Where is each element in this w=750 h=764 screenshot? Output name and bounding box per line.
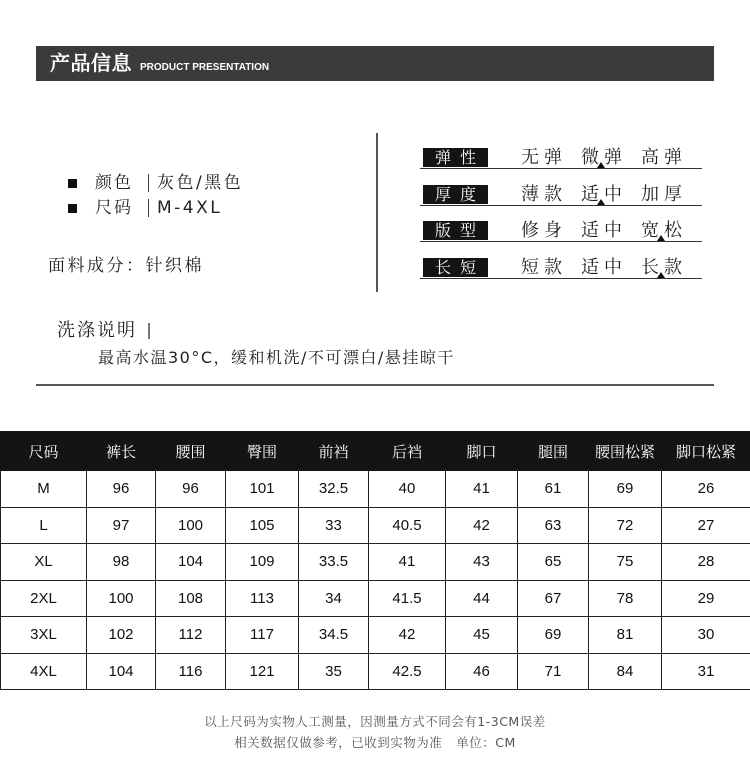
measurement-cell: 33 <box>299 507 369 544</box>
column-header: 裤长 <box>87 432 156 471</box>
measurement-cell: 40.5 <box>369 507 446 544</box>
attribute-row-thickness <box>420 185 702 206</box>
measurement-cell: 32.5 <box>299 471 369 508</box>
attribute-option: 加厚 <box>641 184 687 205</box>
measurement-cell: 31 <box>662 653 750 690</box>
column-header: 臀围 <box>226 432 299 471</box>
size-table-header-row <box>1 432 750 471</box>
column-header: 脚口 <box>446 432 518 471</box>
measurement-cell: 116 <box>156 653 226 690</box>
size-table <box>0 431 750 690</box>
selected-triangle-icon <box>657 235 665 241</box>
measurement-cell: 112 <box>156 617 226 654</box>
size-table-row <box>1 617 750 654</box>
measurement-cell: 97 <box>87 507 156 544</box>
measurement-cell: 113 <box>226 580 299 617</box>
attribute-option: 短款 <box>521 257 567 278</box>
attribute-option: 微弹 <box>581 147 627 168</box>
measurement-cell: 72 <box>589 507 662 544</box>
measurement-cell: 45 <box>446 617 518 654</box>
column-header: 尺码 <box>1 432 87 471</box>
attribute-label: 版型 <box>423 221 488 240</box>
measurement-cell: 104 <box>156 544 226 581</box>
measurement-cell: 40 <box>369 471 446 508</box>
column-header: 前裆 <box>299 432 369 471</box>
spec-value: M-4XL <box>157 198 223 218</box>
attribute-option: 修身 <box>521 220 567 241</box>
measurement-cell: 30 <box>662 617 750 654</box>
measurement-cell: 42 <box>446 507 518 544</box>
column-header: 腰围 <box>156 432 226 471</box>
measurement-cell: 101 <box>226 471 299 508</box>
attribute-option: 薄款 <box>521 184 567 205</box>
measurement-cell: 34.5 <box>299 617 369 654</box>
measurement-cell: 63 <box>518 507 589 544</box>
selected-triangle-icon <box>597 199 605 205</box>
measurement-cell: 46 <box>446 653 518 690</box>
measurement-cell: 78 <box>589 580 662 617</box>
size-table-row <box>1 507 750 544</box>
measurement-cell: 34 <box>299 580 369 617</box>
attribute-label: 长短 <box>423 258 488 277</box>
attribute-label: 厚度 <box>423 185 488 204</box>
selected-triangle-icon <box>657 272 665 278</box>
size-table-row <box>1 544 750 581</box>
attribute-row-fit <box>420 221 702 242</box>
column-header: 腰围松紧 <box>589 432 662 471</box>
measurement-cell: 61 <box>518 471 589 508</box>
spec-value: 灰色/黑色 <box>157 173 244 193</box>
measurement-cell: 41.5 <box>369 580 446 617</box>
spec-label: 颜色 <box>95 173 133 193</box>
attribute-option: 长款 <box>641 257 687 278</box>
measurement-cell: 41 <box>446 471 518 508</box>
attribute-option: 高弹 <box>641 147 687 168</box>
spec-label: 尺码 <box>95 198 133 218</box>
spec-row-size <box>68 197 358 219</box>
measurement-cell: 33.5 <box>299 544 369 581</box>
attribute-option: 无弹 <box>521 147 567 168</box>
section-title: 产品信息 <box>50 51 132 75</box>
fabric-composition <box>48 255 204 277</box>
care-title: 洗涤说明 <box>57 320 137 341</box>
measurement-cell: 108 <box>156 580 226 617</box>
measurement-cell: 69 <box>518 617 589 654</box>
measurement-cell: 81 <box>589 617 662 654</box>
measurement-cell: 42 <box>369 617 446 654</box>
column-header: 脚口松紧 <box>662 432 750 471</box>
attribute-option: 适中 <box>581 220 627 241</box>
section-subtitle: PRODUCT PRESENTATION <box>140 62 270 73</box>
disclaimer-line <box>0 735 750 751</box>
attribute-option: 适中 <box>581 184 627 205</box>
care-instructions: 最高水温30°C，缓和机洗/不可漂白/悬挂晾干 <box>98 348 455 367</box>
measurement-cell: 117 <box>226 617 299 654</box>
attribute-option: 宽松 <box>641 220 687 241</box>
fabric-value: 针织棉 <box>145 256 204 276</box>
selected-triangle-icon <box>597 162 605 168</box>
measurement-cell: 26 <box>662 471 750 508</box>
attribute-label: 弹性 <box>423 148 488 167</box>
measurement-cell: 84 <box>589 653 662 690</box>
measurement-cell: 104 <box>87 653 156 690</box>
size-label-cell: 4XL <box>1 653 87 690</box>
measurement-cell: 105 <box>226 507 299 544</box>
measurement-cell: 100 <box>87 580 156 617</box>
separator-bar <box>148 199 149 217</box>
measurement-cell: 100 <box>156 507 226 544</box>
size-table-row <box>1 580 750 617</box>
attribute-row-elasticity <box>420 148 702 169</box>
column-header: 后裆 <box>369 432 446 471</box>
size-label-cell: M <box>1 471 87 508</box>
measurement-cell: 43 <box>446 544 518 581</box>
measurement-cell: 96 <box>87 471 156 508</box>
vertical-divider <box>376 133 378 292</box>
measurement-cell: 65 <box>518 544 589 581</box>
size-label-cell: L <box>1 507 87 544</box>
column-header: 腿围 <box>518 432 589 471</box>
measurement-cell: 109 <box>226 544 299 581</box>
size-table-row <box>1 653 750 690</box>
measurement-cell: 35 <box>299 653 369 690</box>
measurement-cell: 121 <box>226 653 299 690</box>
measurement-cell: 98 <box>87 544 156 581</box>
size-label-cell: XL <box>1 544 87 581</box>
size-label-cell: 3XL <box>1 617 87 654</box>
measurement-cell: 75 <box>589 544 662 581</box>
fabric-label: 面料成分： <box>48 256 146 276</box>
measurement-cell: 67 <box>518 580 589 617</box>
spec-row-color <box>68 172 358 194</box>
separator-bar <box>148 174 149 192</box>
care-title-bar <box>148 323 150 339</box>
section-header-bar <box>36 46 714 81</box>
unit-text: 单位：CM <box>456 735 516 750</box>
measurement-cell: 28 <box>662 544 750 581</box>
disclaimer-text: 相关数据仅做参考，已收到实物为准 <box>234 735 443 750</box>
size-table-row <box>1 471 750 508</box>
bullet-square-icon <box>68 179 77 188</box>
measurement-cell: 42.5 <box>369 653 446 690</box>
size-label-cell: 2XL <box>1 580 87 617</box>
attribute-row-length <box>420 258 702 279</box>
measurement-cell: 44 <box>446 580 518 617</box>
measurement-cell: 96 <box>156 471 226 508</box>
attribute-option: 适中 <box>581 257 627 278</box>
measurement-note: 以上尺码为实物人工测量，因测量方式不同会有1-3CM误差 <box>204 714 546 729</box>
measurement-cell: 41 <box>369 544 446 581</box>
bullet-square-icon <box>68 204 77 213</box>
horizontal-divider <box>36 384 714 386</box>
measurement-cell: 102 <box>87 617 156 654</box>
measurement-cell: 29 <box>662 580 750 617</box>
measurement-cell: 27 <box>662 507 750 544</box>
measurement-cell: 71 <box>518 653 589 690</box>
measurement-cell: 69 <box>589 471 662 508</box>
